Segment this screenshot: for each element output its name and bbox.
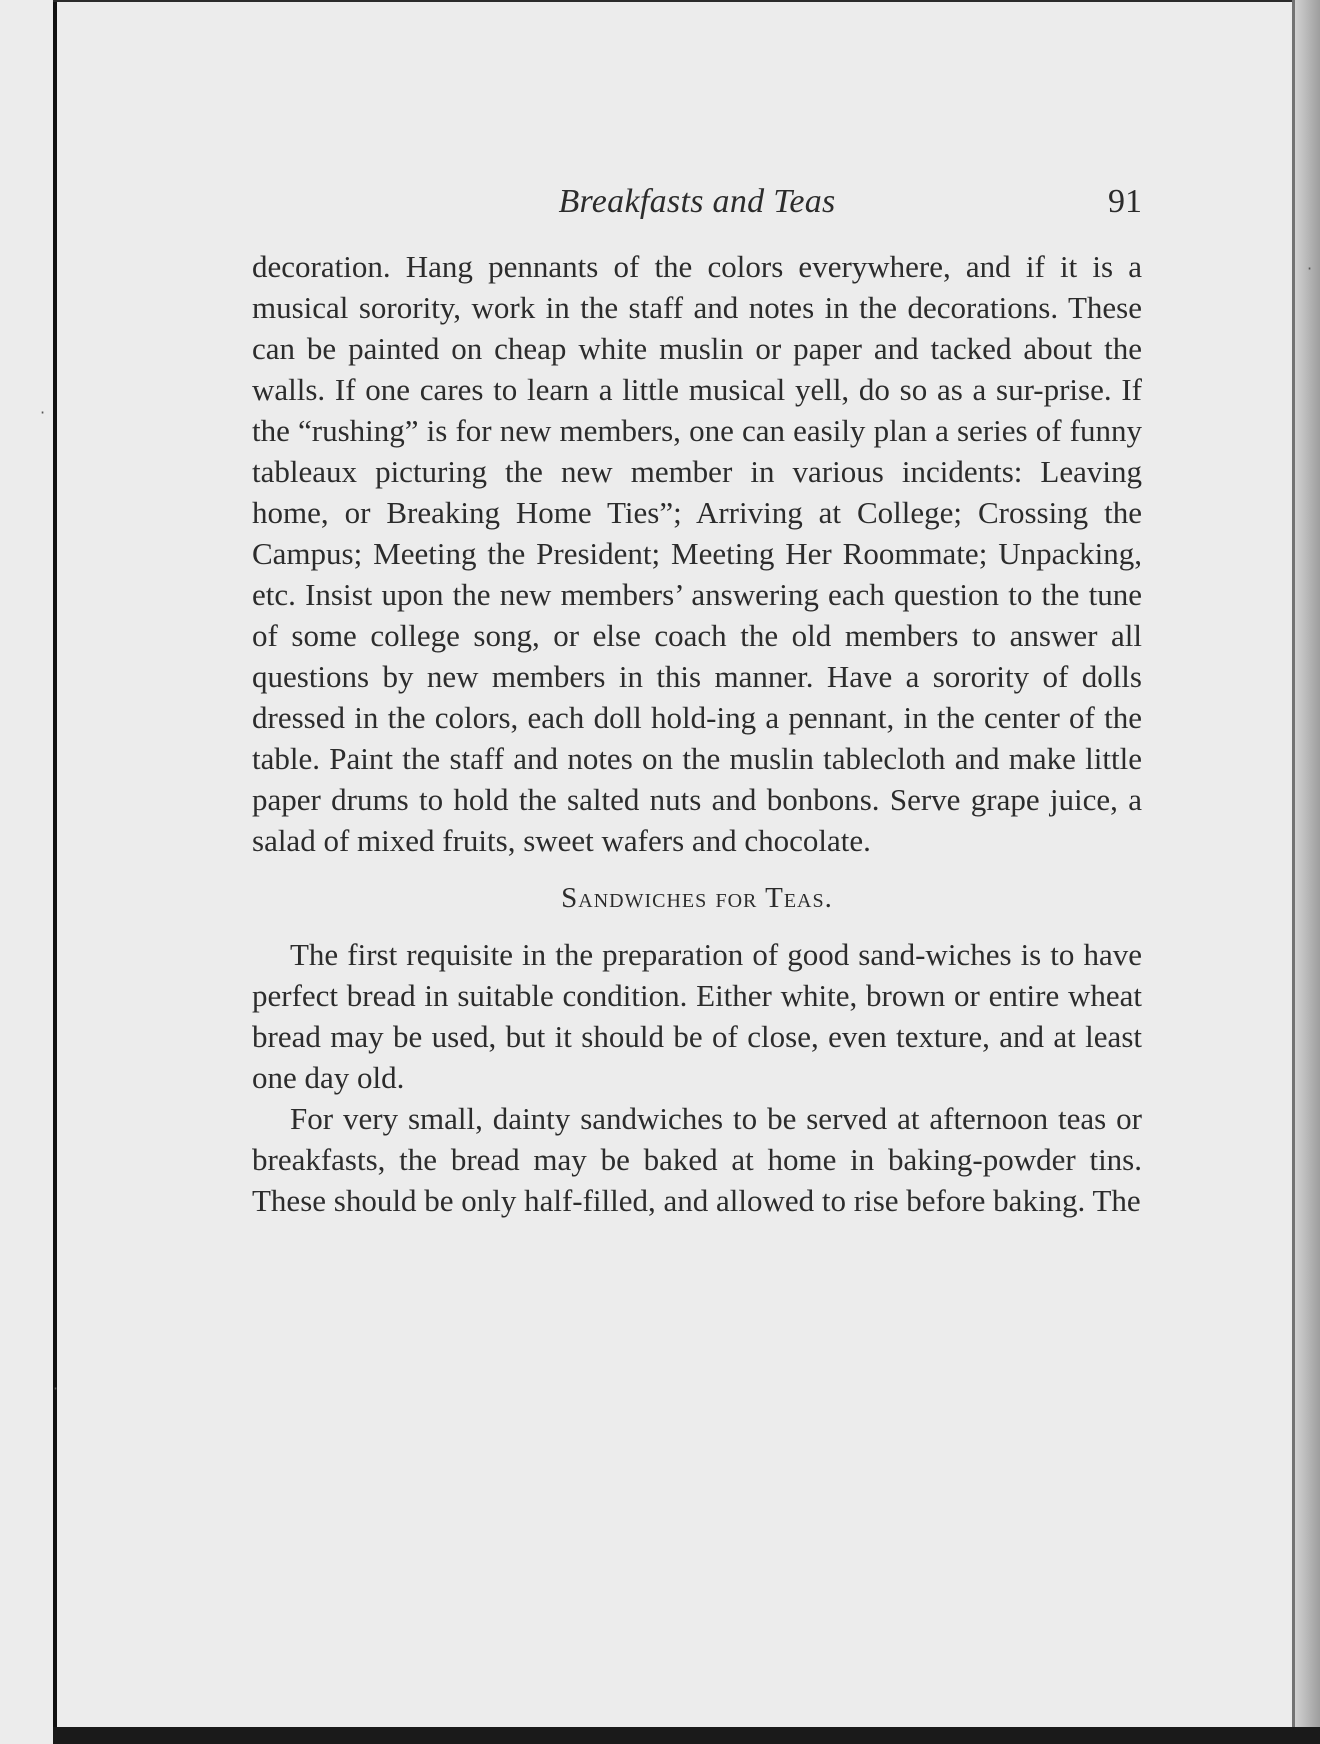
section-title: Sandwiches for Teas.	[561, 882, 833, 914]
scan-speck: ·	[53, 1379, 59, 1398]
body-paragraph: decoration. Hang pennants of the colors everywhere, and if it is a musical sorority, work in the staff and notes in the decorations. These can be painted on cheap white muslin or paper and tacked about the walls. If one cares to learn a little musical yell, do so as a sur-prise. If the “rushing” is for new members, one can easily plan a series of funny tableaux picturing the new member in various incidents: Leaving home, or Breaking Home Ties”; Arriving at College; Crossing the Campus; Meeting the President; Meeting Her Roommate; Unpacking, etc. Insist upon the new members’ answering each question to the tune of some college song, or else coach the old members to answer all questions by new members in this manner. Have a sorority of dolls dressed in the colors, each doll hold-ing a pennant, in the center of the table. Paint the staff and notes on the muslin tablecloth and make little paper drums to hold the salted nuts and bonbons. Serve grape juice, a salad of mixed fruits, sweet wafers and chocolate.	[252, 249, 1142, 858]
running-head	[252, 182, 1142, 234]
body-paragraph: For very small, dainty sandwiches to be served at afternoon teas or breakfasts, the bread may be baked at home in baking-powder tins. These should be only half-filled, and allowed to rise before baking. The	[252, 1101, 1142, 1218]
top-border-line	[53, 0, 1293, 2]
scan-speck: ·	[1307, 259, 1313, 278]
left-border-line	[53, 0, 57, 1744]
scan-speck: ·	[40, 403, 46, 422]
right-border-line	[1292, 0, 1295, 1744]
bottom-border-line	[53, 1727, 1320, 1744]
running-title: Breakfasts and Teas	[558, 183, 836, 220]
page-content	[252, 182, 1142, 1221]
body-paragraph: The first requisite in the preparation of good sand-wiches is to have perfect bread in suitable condition. Either white, brown or entire wheat bread may be used, but it should be of close, even texture, and at least one day old.	[252, 937, 1142, 1095]
page-number: 91	[1108, 183, 1142, 220]
right-page-edge	[1292, 0, 1320, 1744]
